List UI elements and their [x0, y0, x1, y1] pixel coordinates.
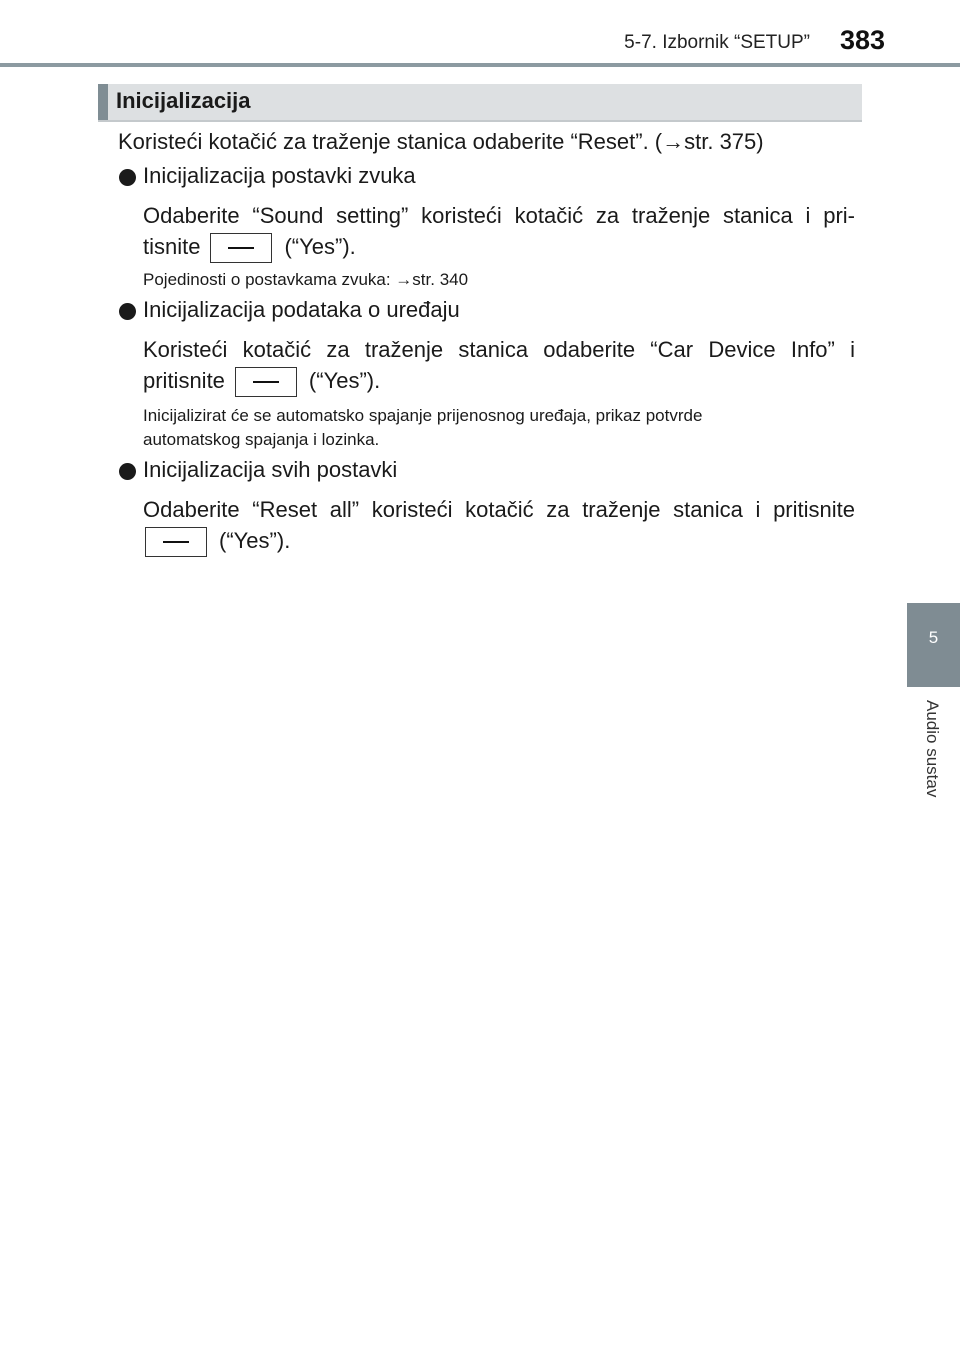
section-heading-bar	[98, 84, 862, 122]
press-text: tisnite	[143, 233, 201, 259]
yes-text: (“Yes”).	[308, 367, 381, 393]
header-divider	[0, 63, 960, 67]
bullet-icon	[119, 303, 136, 320]
section-heading-accent	[98, 84, 108, 120]
item-body-device-line2	[143, 367, 380, 397]
item-body-sound-line2	[143, 233, 356, 263]
bullet-icon	[119, 463, 136, 480]
header-section-title: 5-7. Izbornik “SETUP”	[624, 32, 810, 53]
page-number: 383	[840, 25, 886, 55]
item-heading-device: Inicijalizacija podataka o uređaju	[143, 297, 460, 322]
item-note-device-line2: automatskog spajanja i lozinka.	[143, 430, 380, 449]
yes-text: (“Yes”).	[284, 233, 356, 259]
dash-icon	[163, 541, 189, 543]
chapter-tab	[907, 603, 960, 687]
yes-button-icon	[145, 527, 207, 557]
item-heading-all: Inicijalizacija svih postavki	[143, 457, 398, 482]
item-body-all-line2	[143, 527, 290, 557]
yes-text: (“Yes”).	[219, 527, 291, 553]
item-note-sound: Pojedinosti o postavkama zvuka: →str. 340	[143, 270, 469, 289]
section-heading: Inicijalizacija	[116, 88, 251, 113]
item-note-device-line1: Inicijalizirat će se automatsko spajanje prijenosnog uređaja, prikaz potvrde	[143, 406, 703, 425]
item-body-all-line1: Odaberite “Reset all” koristeći kotačić za traženje stanica i pritisnite	[143, 497, 855, 522]
item-body-device-line1: Koristeći kotačić za traženje stanica odaberite “Car Device Info” i	[143, 337, 855, 362]
item-body-sound-line1: Odaberite “Sound setting” koristeći kotačić za traženje stanica i pri-	[143, 203, 855, 228]
press-text: pritisnite	[143, 367, 225, 393]
dash-icon	[228, 247, 254, 249]
item-heading-sound: Inicijalizacija postavki zvuka	[143, 163, 416, 188]
yes-button-icon	[235, 367, 297, 397]
dash-icon	[253, 381, 279, 383]
chapter-number: 5	[928, 628, 939, 647]
bullet-icon	[119, 169, 136, 186]
yes-button-icon	[210, 233, 272, 263]
intro-text: Koristeći kotačić za traženje stanica odaberite “Reset”. (→str. 375)	[118, 129, 764, 154]
chapter-label: Audio sustav	[923, 700, 942, 798]
